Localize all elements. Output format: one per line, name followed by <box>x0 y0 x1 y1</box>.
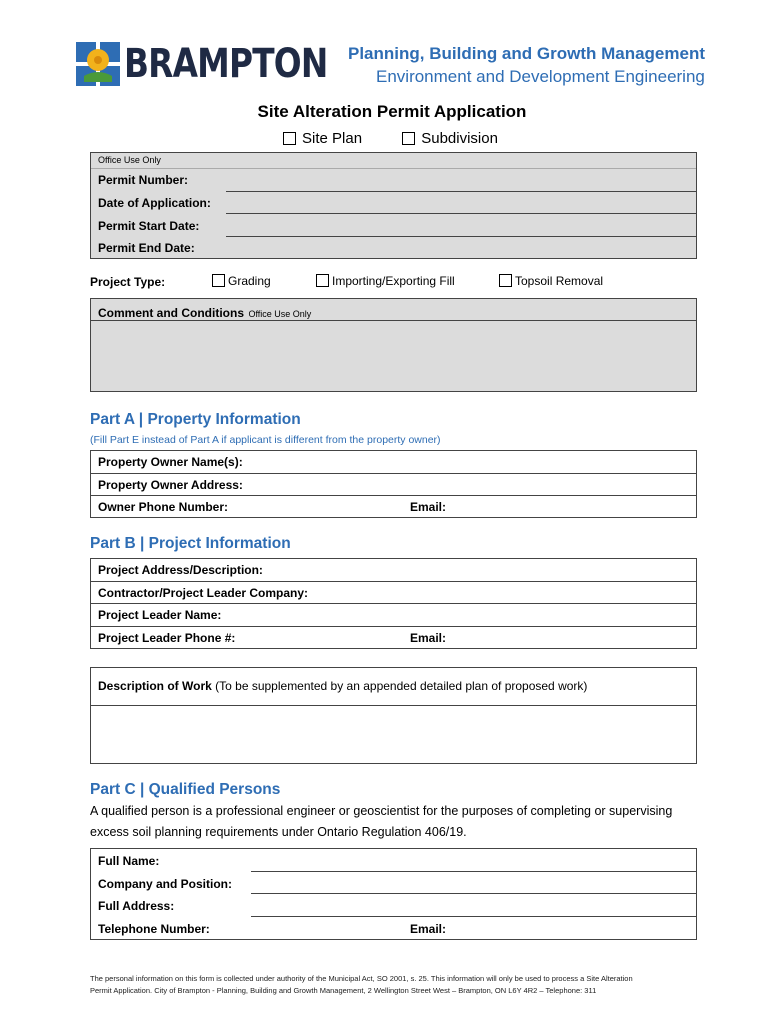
permit-number-label: Permit Number: <box>98 173 189 187</box>
part-a-note: (Fill Part E instead of Part A if applicant is different from the property owner) <box>90 434 441 446</box>
grading-label: Grading <box>228 274 271 288</box>
full-name-field[interactable] <box>251 871 696 872</box>
part-c-title: Part C | Qualified Persons <box>90 781 281 798</box>
contractor-company-label: Contractor/Project Leader Company: <box>98 585 309 600</box>
department-line-2: Environment and Development Engineering <box>376 67 705 86</box>
site-plan-label: Site Plan <box>302 130 363 147</box>
full-address-label: Full Address: <box>98 899 175 913</box>
part-b-title: Part B | Project Information <box>90 535 291 552</box>
part-c-paragraph-line-2: excess soil planning requirements under Ontario Regulation 406/19. <box>90 825 467 839</box>
site-plan-option[interactable] <box>283 130 362 147</box>
importing-exporting-checkbox[interactable] <box>316 274 329 287</box>
comments-label: Comment and Conditions <box>98 306 244 320</box>
telephone-number-label: Telephone Number: <box>98 922 210 936</box>
subdivision-label: Subdivision <box>421 130 498 147</box>
application-type-options <box>283 130 498 147</box>
date-of-application-field[interactable] <box>226 213 696 214</box>
owner-address-row[interactable] <box>91 474 696 496</box>
subdivision-option[interactable] <box>402 130 498 147</box>
privacy-footer <box>90 973 710 997</box>
project-leader-name-row[interactable] <box>91 604 696 627</box>
project-type-label: Project Type: <box>90 275 166 289</box>
description-of-work-block <box>90 667 697 764</box>
page-title: Site Alteration Permit Application <box>257 102 527 121</box>
topsoil-removal-label: Topsoil Removal <box>515 274 604 288</box>
part-a-table <box>90 450 697 518</box>
topsoil-removal-checkbox[interactable] <box>499 274 512 287</box>
full-address-field[interactable] <box>251 916 696 917</box>
site-plan-checkbox[interactable] <box>283 132 296 145</box>
date-of-application-label: Date of Application: <box>98 196 211 210</box>
footer-line-1: The personal information on this form is collected under authority of the Municipal Act, SO 2001, s. 25. This information will only be used to process a Site Alteration <box>90 974 633 983</box>
part-a-title: Part A | Property Information <box>90 411 301 428</box>
comments-block <box>90 298 697 392</box>
logo-wordmark: BRAMPTON <box>124 41 328 87</box>
project-leader-phone-label: Project Leader Phone #: <box>98 631 236 645</box>
description-of-work-field[interactable] <box>91 706 696 763</box>
logo-flower-icon <box>76 42 120 86</box>
description-of-work-note: (To be supplemented by an appended detailed plan of proposed work) <box>215 679 588 693</box>
topsoil-removal-option[interactable] <box>499 274 603 288</box>
office-use-label: Office Use Only <box>98 155 161 165</box>
part-c-paragraph <box>90 801 710 843</box>
company-position-field[interactable] <box>251 893 696 894</box>
comments-office-note: Office Use Only <box>248 309 312 319</box>
project-address-label: Project Address/Description: <box>98 563 263 577</box>
company-position-label: Company and Position: <box>98 877 233 891</box>
owner-email-label: Email: <box>410 500 447 514</box>
project-leader-name-label: Project Leader Name: <box>98 608 222 622</box>
part-b-table <box>90 558 697 649</box>
contractor-company-row[interactable] <box>91 582 696 604</box>
grading-checkbox[interactable] <box>212 274 225 287</box>
department-line-1: Planning, Building and Growth Management <box>348 44 705 63</box>
footer-line-2: Permit Application. City of Brampton - Planning, Building and Growth Management, 2 Wellington Street West – Brampton, ON L6Y 4R2 – Telephone: 311 <box>90 986 597 995</box>
grading-option[interactable] <box>212 274 271 288</box>
owner-name-label: Property Owner Name(s): <box>98 455 243 469</box>
subdivision-checkbox[interactable] <box>402 132 415 145</box>
full-name-label: Full Name: <box>98 854 160 868</box>
project-leader-phone-row[interactable] <box>91 627 696 649</box>
permit-number-field[interactable] <box>226 191 696 192</box>
project-address-row[interactable] <box>91 559 696 582</box>
importing-exporting-label: Importing/Exporting Fill <box>332 274 455 288</box>
owner-name-row[interactable] <box>91 451 696 474</box>
project-leader-email-label: Email: <box>410 631 447 645</box>
part-c-paragraph-line-1: A qualified person is a professional engineer or geoscientist for the purposes of completing or supervising <box>90 804 673 818</box>
permit-start-date-field[interactable] <box>226 236 696 237</box>
brampton-logo <box>76 40 328 88</box>
permit-end-date-label: Permit End Date: <box>98 241 195 255</box>
importing-exporting-option[interactable] <box>316 274 455 288</box>
permit-start-date-label: Permit Start Date: <box>98 219 200 233</box>
part-c-table <box>90 848 697 940</box>
owner-phone-label: Owner Phone Number: <box>98 500 229 514</box>
comments-field[interactable] <box>91 321 696 391</box>
description-of-work-label: Description of Work <box>98 679 212 693</box>
owner-address-label: Property Owner Address: <box>98 477 243 492</box>
owner-phone-row[interactable] <box>91 496 696 518</box>
qualified-email-label: Email: <box>410 922 447 936</box>
office-use-block <box>90 152 697 259</box>
